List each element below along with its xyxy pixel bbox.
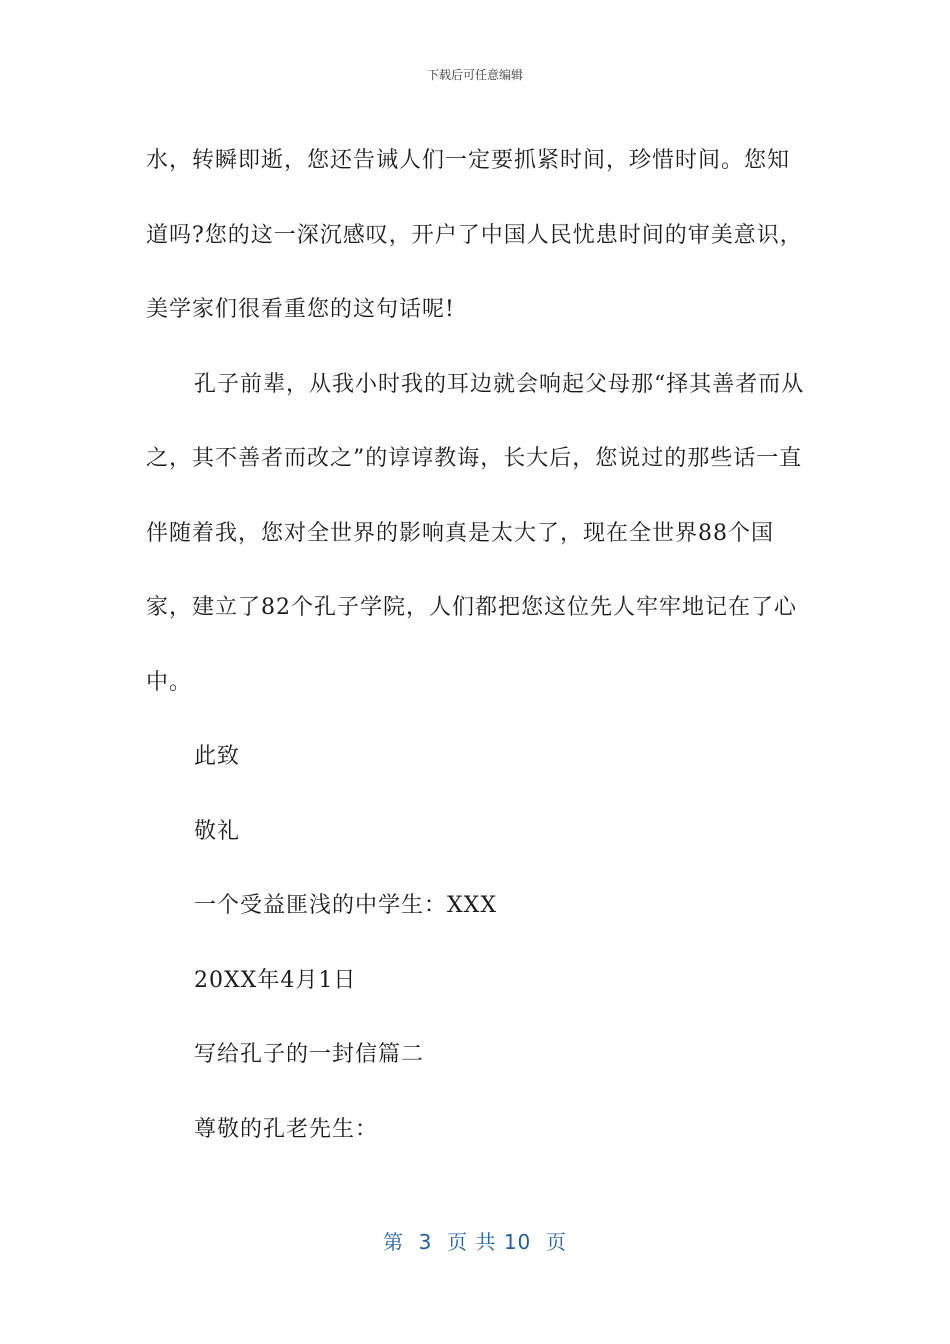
page-number-footer: 第 3 页 共 10 页: [382, 1230, 568, 1254]
closing-salutation: 此致: [194, 744, 241, 769]
page-header-note: 下载后可任意编辑: [426, 68, 523, 82]
section-heading: 写给孔子的一封信篇二: [194, 1042, 425, 1067]
closing-respect: 敬礼: [194, 818, 241, 844]
letter-date: 20XX年4月1日: [194, 967, 357, 993]
paragraph-continuation: 水，转瞬即逝，您还告诫人们一定要抓紧时间，珍惜时间。您知道吗?您的这一深沉感叹，开户了中国人民忧患时间的审美意识，美学家们很看重您的这句话呢!: [146, 148, 803, 322]
document-body: [146, 124, 806, 1167]
letter-greeting: 尊敬的孔老先生：: [194, 1116, 379, 1142]
signature: 一个受益匪浅的中学生：XXX: [194, 893, 497, 918]
paragraph-confucius-influence: 孔子前辈，从我小时我的耳边就会响起父母那“择其善者而从之，其不善者而改之”的谆谆教诲，长大后，您说过的那些话一直伴随着我，您对全世界的影响真是太大了，现在全世界88个国家，建立了82个孔子学院，人们都把您这位先人牢牢地记在了心中。: [146, 371, 805, 695]
